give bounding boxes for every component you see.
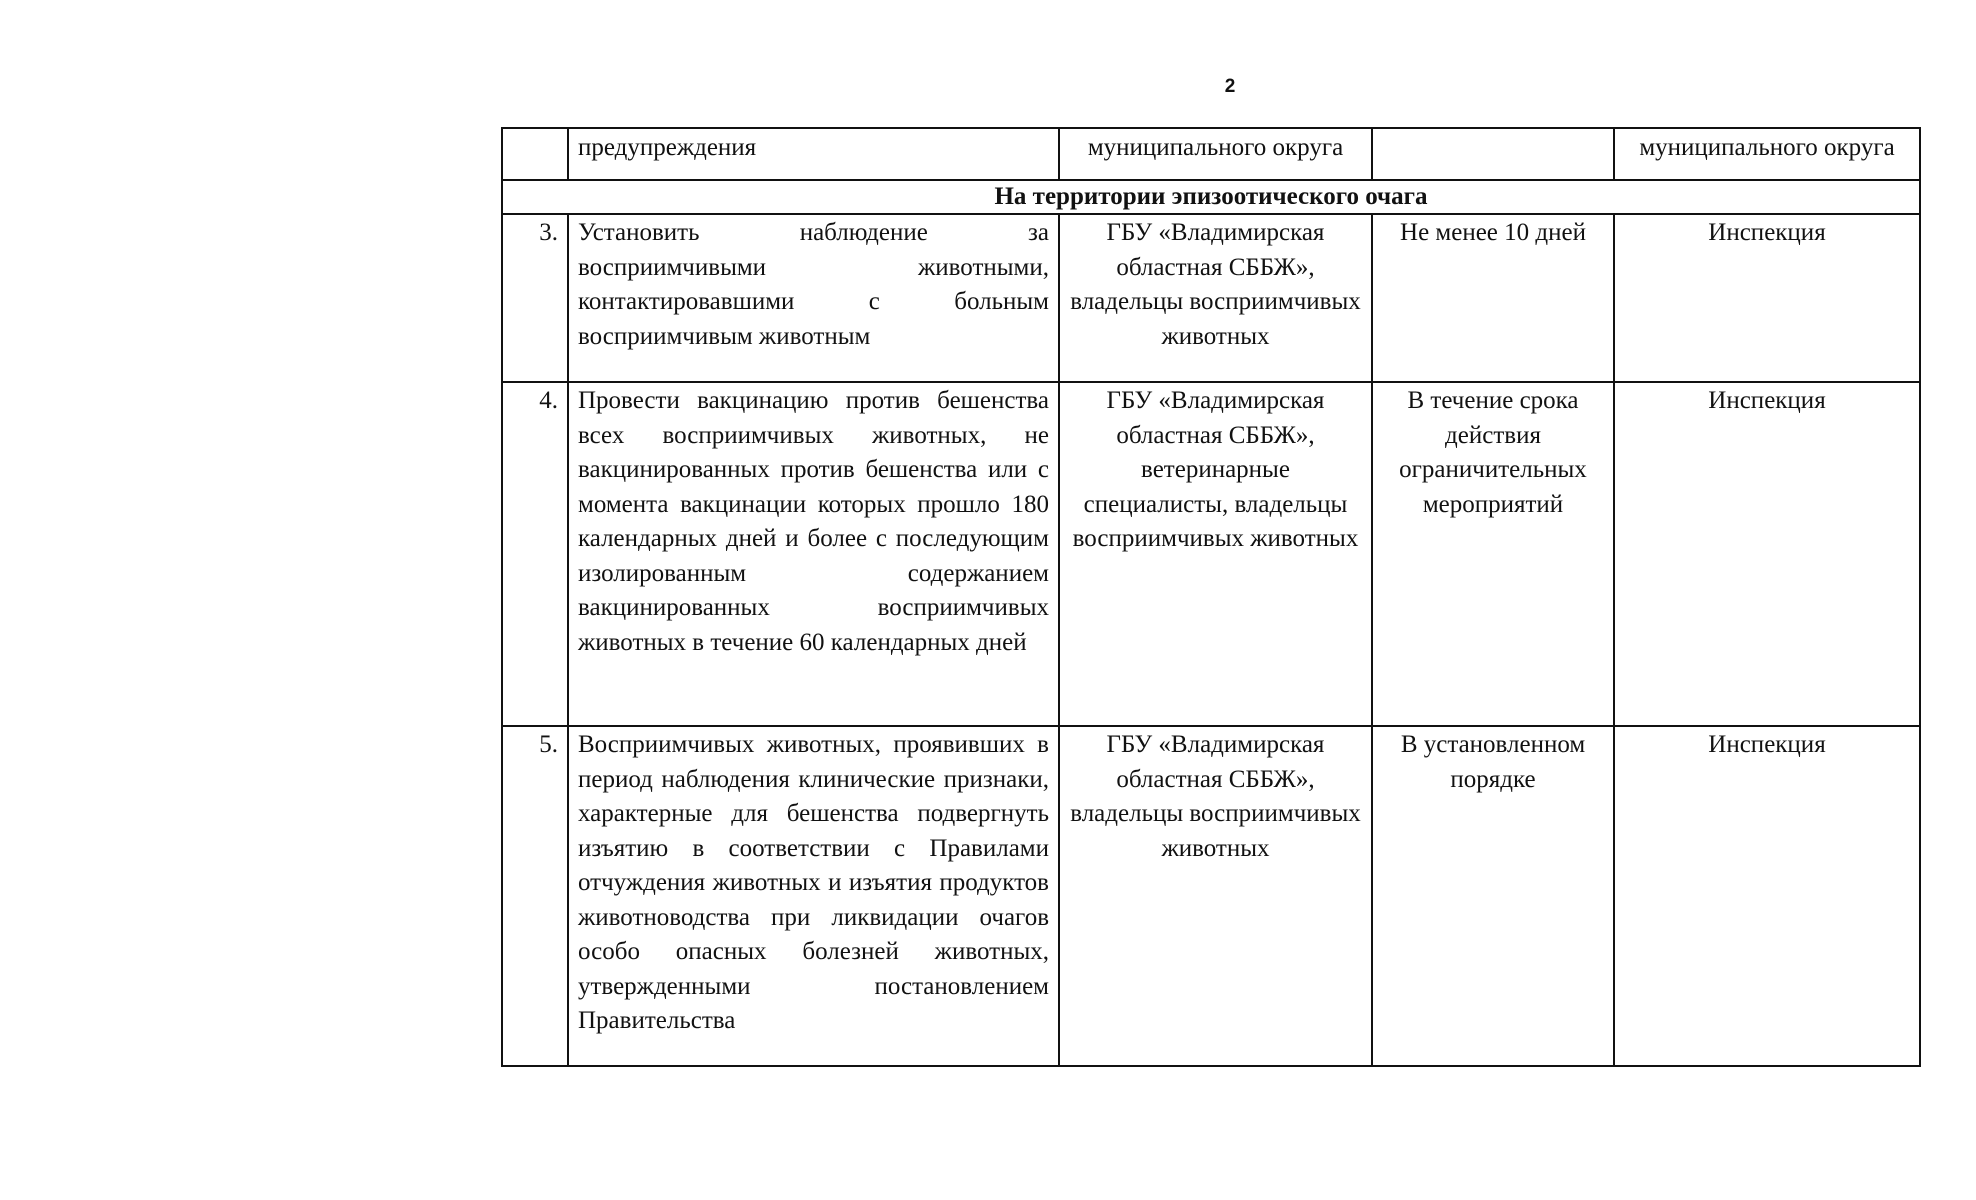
- term-cell: Не менее 10 дней: [1372, 214, 1614, 382]
- action-cell: предупреждения: [568, 128, 1059, 180]
- table-row: [502, 382, 1920, 726]
- page-number: 2: [1224, 76, 1236, 97]
- section-title: На территории эпизоотического очага: [502, 180, 1920, 214]
- row-number-cell: 3.: [502, 214, 568, 382]
- term-cell: [1372, 128, 1614, 180]
- row-number-cell: [502, 128, 568, 180]
- action-cell: Восприимчивых животных, проявивших в период наблюдения клинические признаки, характерные для бешенства подвергнуть изъятию в соответствии с Правилами отчуждения животных и изъятия продуктов животноводства при ликвидации очагов особо опасных болезней животных, утвержденными постановлением Правительства: [568, 726, 1059, 1066]
- term-cell: В течение срока действия ограничительных мероприятий: [1372, 382, 1614, 726]
- term-cell: В установленном порядке: [1372, 726, 1614, 1066]
- control-cell: муниципального округа: [1614, 128, 1920, 180]
- control-cell: Инспекция: [1614, 382, 1920, 726]
- responsible-cell: ГБУ «Владимирская областная СББЖ», владельцы восприимчивых животных: [1059, 214, 1372, 382]
- control-cell: Инспекция: [1614, 214, 1920, 382]
- row-number-cell: 4.: [502, 382, 568, 726]
- responsible-cell: ГБУ «Владимирская областная СББЖ», ветеринарные специалисты, владельцы восприимчивых животных: [1059, 382, 1372, 726]
- table-row: [502, 726, 1920, 1066]
- responsible-cell: ГБУ «Владимирская областная СББЖ», владельцы восприимчивых животных: [1059, 726, 1372, 1066]
- row-number-cell: 5.: [502, 726, 568, 1066]
- control-cell: Инспекция: [1614, 726, 1920, 1066]
- measures-table: [501, 127, 1921, 1067]
- table-row: [502, 214, 1920, 382]
- section-header-row: [502, 180, 1920, 214]
- action-cell: Установить наблюдение за восприимчивыми животными, контактировавшими с больным восприимчивым животным: [568, 214, 1059, 382]
- action-cell: Провести вакцинацию против бешенства всех восприимчивых животных, не вакцинированных против бешенства или с момента вакцинации которых прошло 180 календарных дней и более с последующим изолированным содержанием вакцинированных восприимчивых животных в течение 60 календарных дней: [568, 382, 1059, 726]
- responsible-cell: муниципального округа: [1059, 128, 1372, 180]
- table-row-continuation: [502, 128, 1920, 180]
